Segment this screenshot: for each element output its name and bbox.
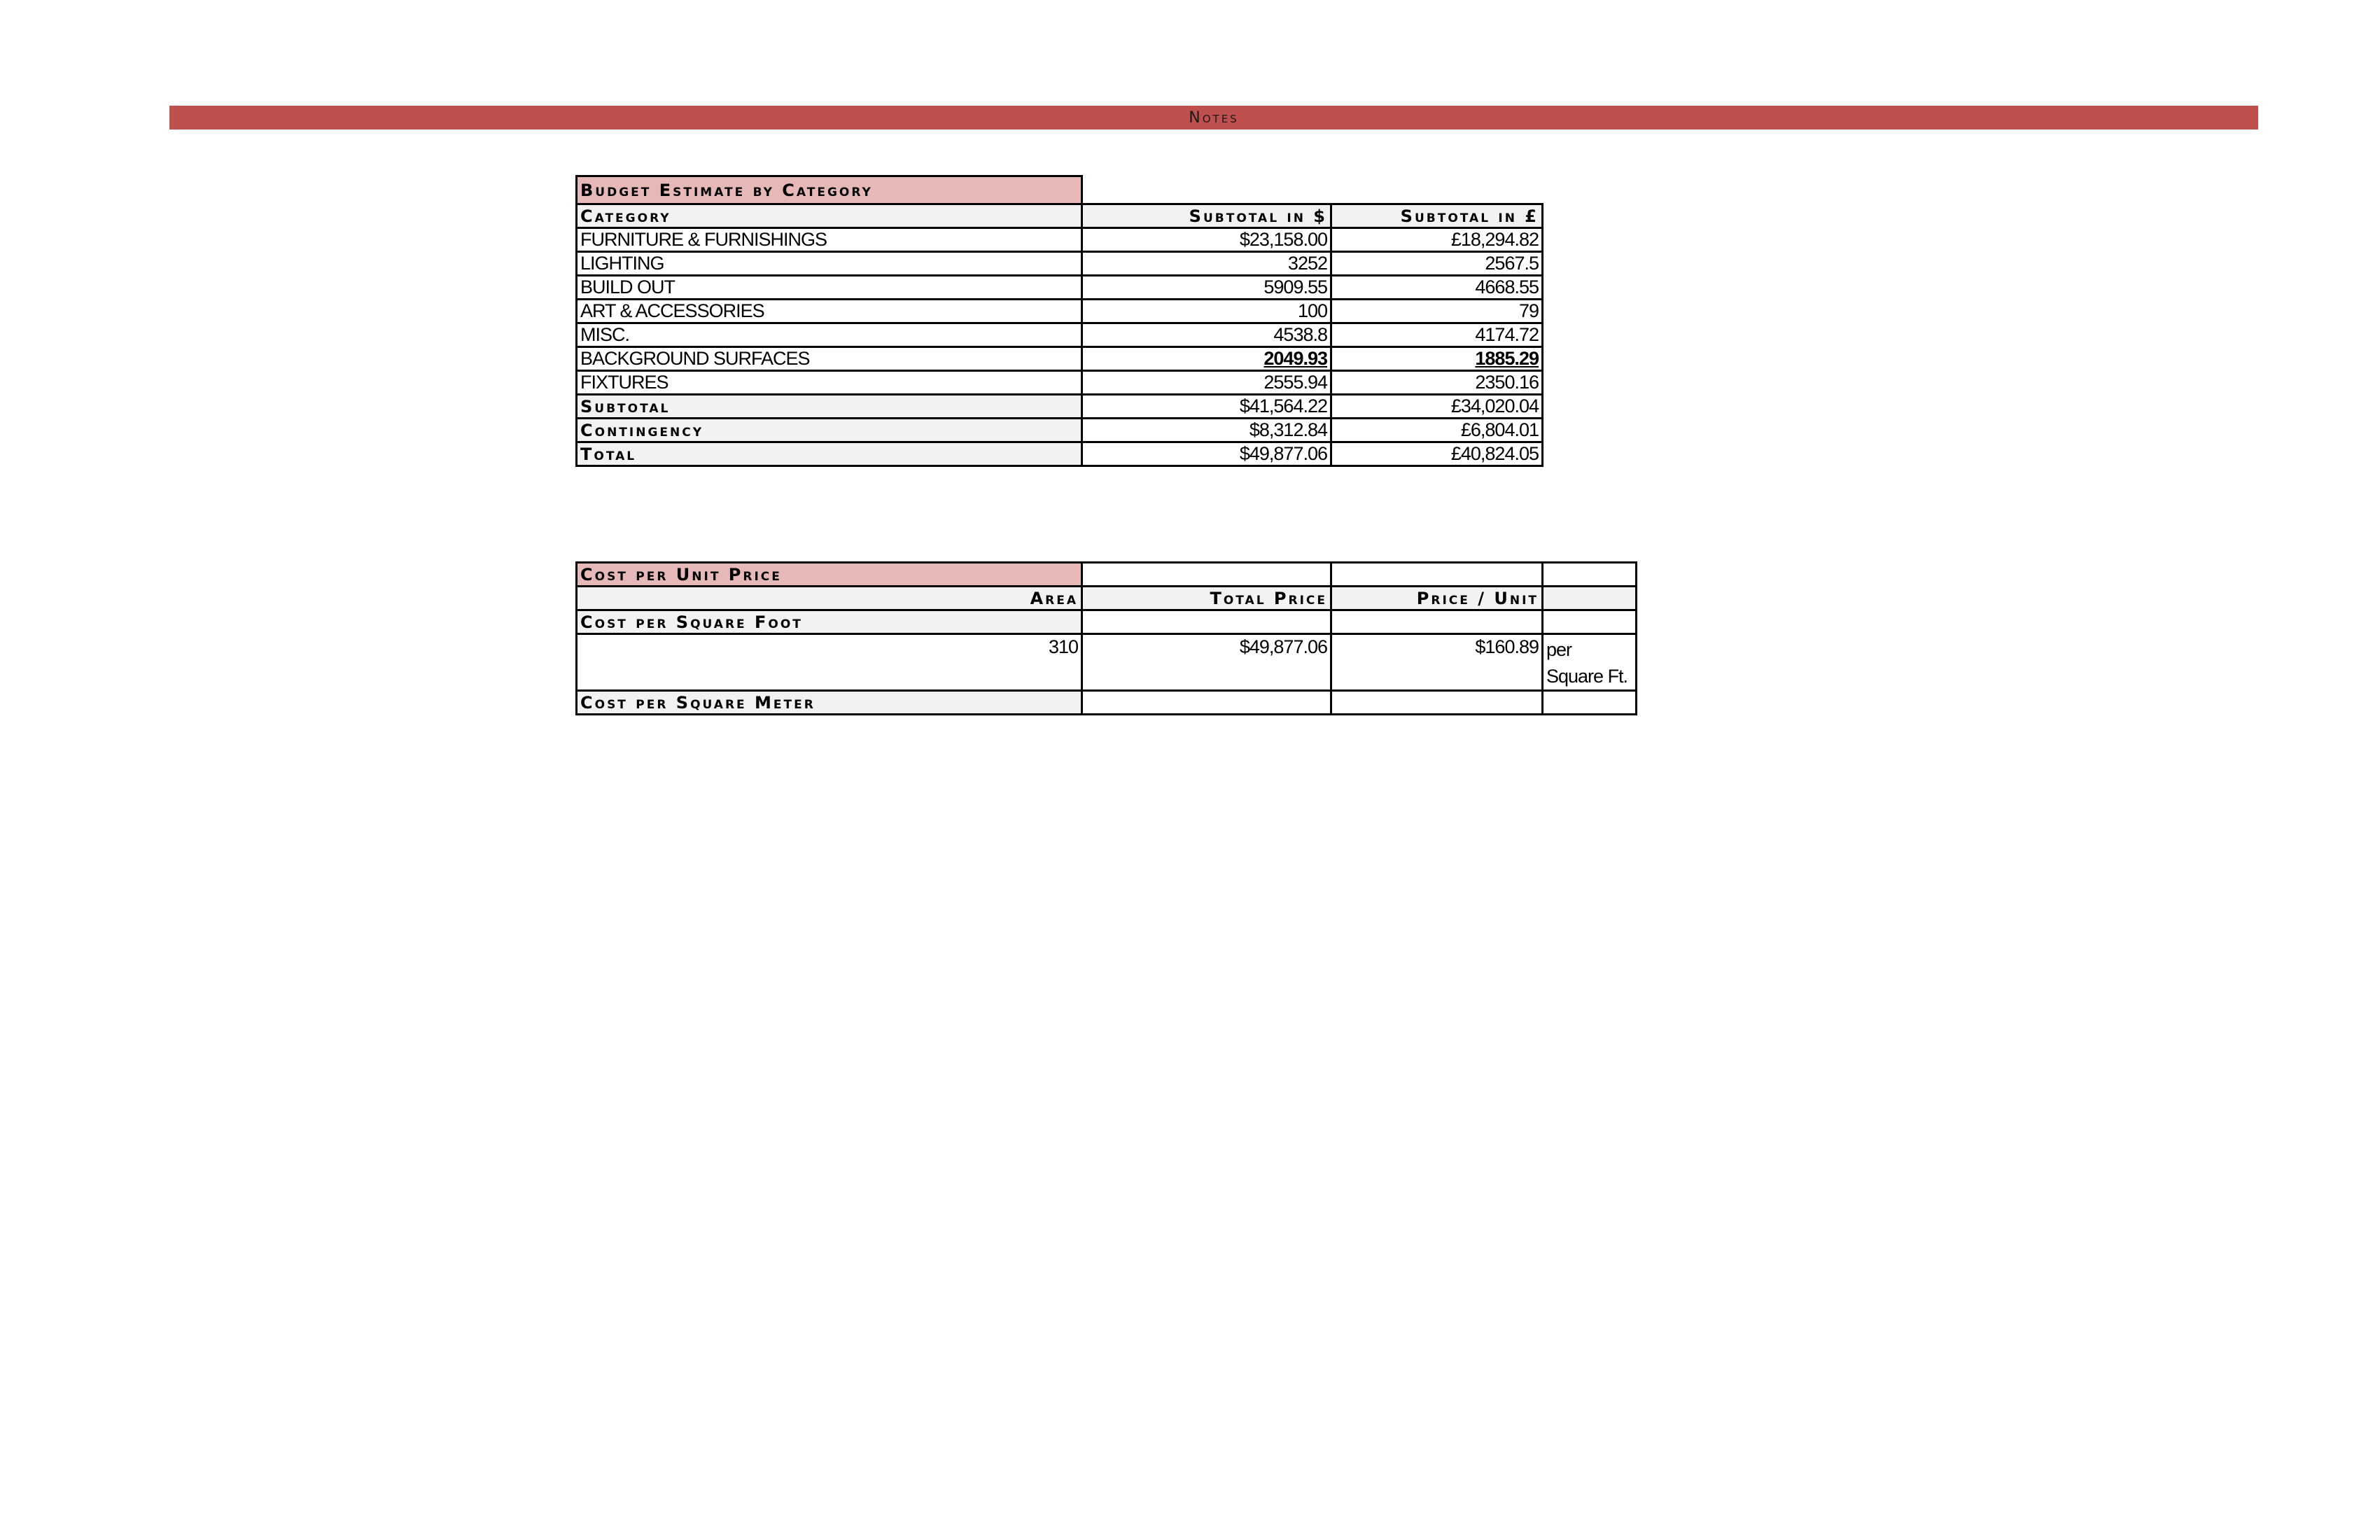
gbp-cell: £18,294.82 — [1331, 228, 1543, 252]
sqft-unit-label — [1543, 634, 1637, 691]
usd-cell: 2049.93 — [1082, 347, 1331, 371]
total-gbp: £40,824.05 — [1331, 442, 1543, 466]
notes-bar — [169, 106, 2258, 130]
contingency-usd: $8,312.84 — [1082, 419, 1331, 442]
total-label: Total — [577, 442, 1082, 466]
header-price-unit: Price / Unit — [1331, 587, 1543, 610]
usd-cell: 100 — [1082, 300, 1331, 323]
header-subtotal-gbp: Subtotal in £ — [1331, 204, 1543, 228]
total-row — [577, 442, 1543, 466]
category-cell: BUILD OUT — [577, 276, 1082, 300]
gbp-cell: 1885.29 — [1331, 347, 1543, 371]
sqft-area: 310 — [577, 634, 1082, 691]
table-row — [577, 347, 1543, 371]
usd-cell: 4538.8 — [1082, 323, 1331, 347]
header-area: Area — [577, 587, 1082, 610]
table-row — [577, 228, 1543, 252]
sqft-price-unit: $160.89 — [1331, 634, 1543, 691]
table-row — [577, 300, 1543, 323]
contingency-row — [577, 419, 1543, 442]
subtotal-row — [577, 395, 1543, 419]
usd-cell: $23,158.00 — [1082, 228, 1331, 252]
category-cell: FURNITURE & FURNISHINGS — [577, 228, 1082, 252]
category-cell: ART & ACCESSORIES — [577, 300, 1082, 323]
usd-cell: 5909.55 — [1082, 276, 1331, 300]
category-cell: MISC. — [577, 323, 1082, 347]
table-row — [577, 252, 1543, 276]
usd-cell: 3252 — [1082, 252, 1331, 276]
gbp-cell: 2350.16 — [1331, 371, 1543, 395]
gbp-cell: 79 — [1331, 300, 1543, 323]
category-cell: BACKGROUND SURFACES — [577, 347, 1082, 371]
header-total-price: Total Price — [1082, 587, 1331, 610]
budget-estimate-table — [575, 175, 1544, 467]
header-category: Category — [577, 204, 1082, 228]
sqm-label: Cost per Square Meter — [577, 691, 1082, 715]
table-row — [577, 276, 1543, 300]
sqft-label: Cost per Square Foot — [577, 610, 1082, 634]
contingency-label: Contingency — [577, 419, 1082, 442]
notes-label: Notes — [1189, 108, 1239, 127]
gbp-cell: 4668.55 — [1331, 276, 1543, 300]
subtotal-gbp: £34,020.04 — [1331, 395, 1543, 419]
table-row — [577, 371, 1543, 395]
subtotal-usd: $41,564.22 — [1082, 395, 1331, 419]
unit-line-1: per — [1546, 639, 1572, 660]
contingency-gbp: £6,804.01 — [1331, 419, 1543, 442]
usd-cell: 2555.94 — [1082, 371, 1331, 395]
unit-line-2: Square Ft. — [1546, 666, 1628, 687]
gbp-cell: 2567.5 — [1331, 252, 1543, 276]
gbp-cell: 4174.72 — [1331, 323, 1543, 347]
category-cell: LIGHTING — [577, 252, 1082, 276]
unit-price-title: Cost per Unit Price — [577, 563, 1082, 587]
sqft-total-price: $49,877.06 — [1082, 634, 1331, 691]
subtotal-label: Subtotal — [577, 395, 1082, 419]
sqft-values-row — [577, 634, 1637, 691]
total-usd: $49,877.06 — [1082, 442, 1331, 466]
cost-per-unit-table — [575, 561, 1637, 715]
budget-title: Budget Estimate by Category — [577, 176, 1082, 204]
category-cell: FIXTURES — [577, 371, 1082, 395]
header-subtotal-usd: Subtotal in $ — [1082, 204, 1331, 228]
table-row — [577, 323, 1543, 347]
